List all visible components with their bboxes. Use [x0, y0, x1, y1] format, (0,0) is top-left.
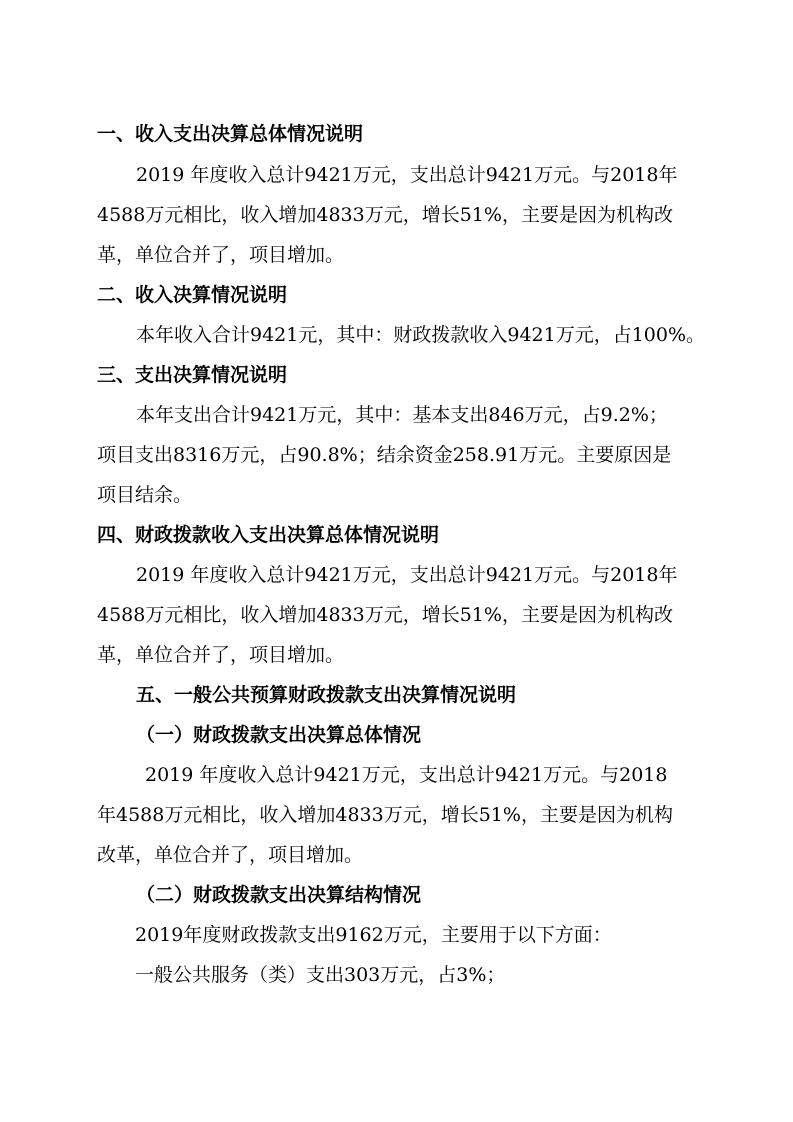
paragraph-line: 2019 年度收入总计9421万元，支出总计9421万元。与2018年 [136, 564, 678, 586]
paragraph-line: 4588万元相比，收入增加4833万元，增长51%，主要是因为机构改 [97, 604, 673, 626]
section-heading-4: 四、财政拨款收入支出决算总体情况说明 [97, 524, 440, 546]
paragraph-line: 一般公共服务（类）支出303万元，占3%； [135, 964, 506, 986]
paragraph-line: 本年收入合计9421元，其中：财政拨款收入9421万元，占100%。 [136, 324, 706, 346]
section-heading-3: 三、支出决算情况说明 [97, 364, 288, 386]
paragraph-line: 2019 年度收入总计9421万元，支出总计9421万元。与2018年 [136, 164, 678, 186]
paragraph-line: 项目支出8316万元，占90.8%；结余资金258.91万元。主要原因是 [97, 444, 672, 466]
section-heading-1: 一、收入支出决算总体情况说明 [97, 123, 364, 145]
paragraph-line: 革，单位合并了，项目增加。 [97, 644, 345, 666]
paragraph-line: 革，单位合并了，项目增加。 [97, 244, 345, 266]
paragraph-line: 2019年度财政拨款支出9162万元，主要用于以下方面： [135, 924, 612, 946]
paragraph-line: 改革，单位合并了，项目增加。 [97, 844, 364, 866]
paragraph-line: 项目结余。 [97, 484, 193, 506]
paragraph-line: 年4588万元相比，收入增加4833万元，增长51%，主要是因为机构 [97, 804, 673, 826]
subsection-heading-1: （一）财政拨款支出决算总体情况 [136, 724, 422, 746]
paragraph-line: 本年支出合计9421万元，其中：基本支出846万元，占9.2%； [136, 404, 668, 426]
section-heading-2: 二、收入决算情况说明 [97, 284, 288, 306]
paragraph-line: 4588万元相比，收入增加4833万元，增长51%，主要是因为机构改 [97, 204, 673, 226]
paragraph-line: 2019 年度收入总计9421万元，支出总计9421万元。与2018 [145, 764, 668, 786]
subsection-heading-2: （二）财政拨款支出决算结构情况 [136, 884, 422, 906]
section-heading-5: 五、一般公共预算财政拨款支出决算情况说明 [136, 684, 517, 706]
